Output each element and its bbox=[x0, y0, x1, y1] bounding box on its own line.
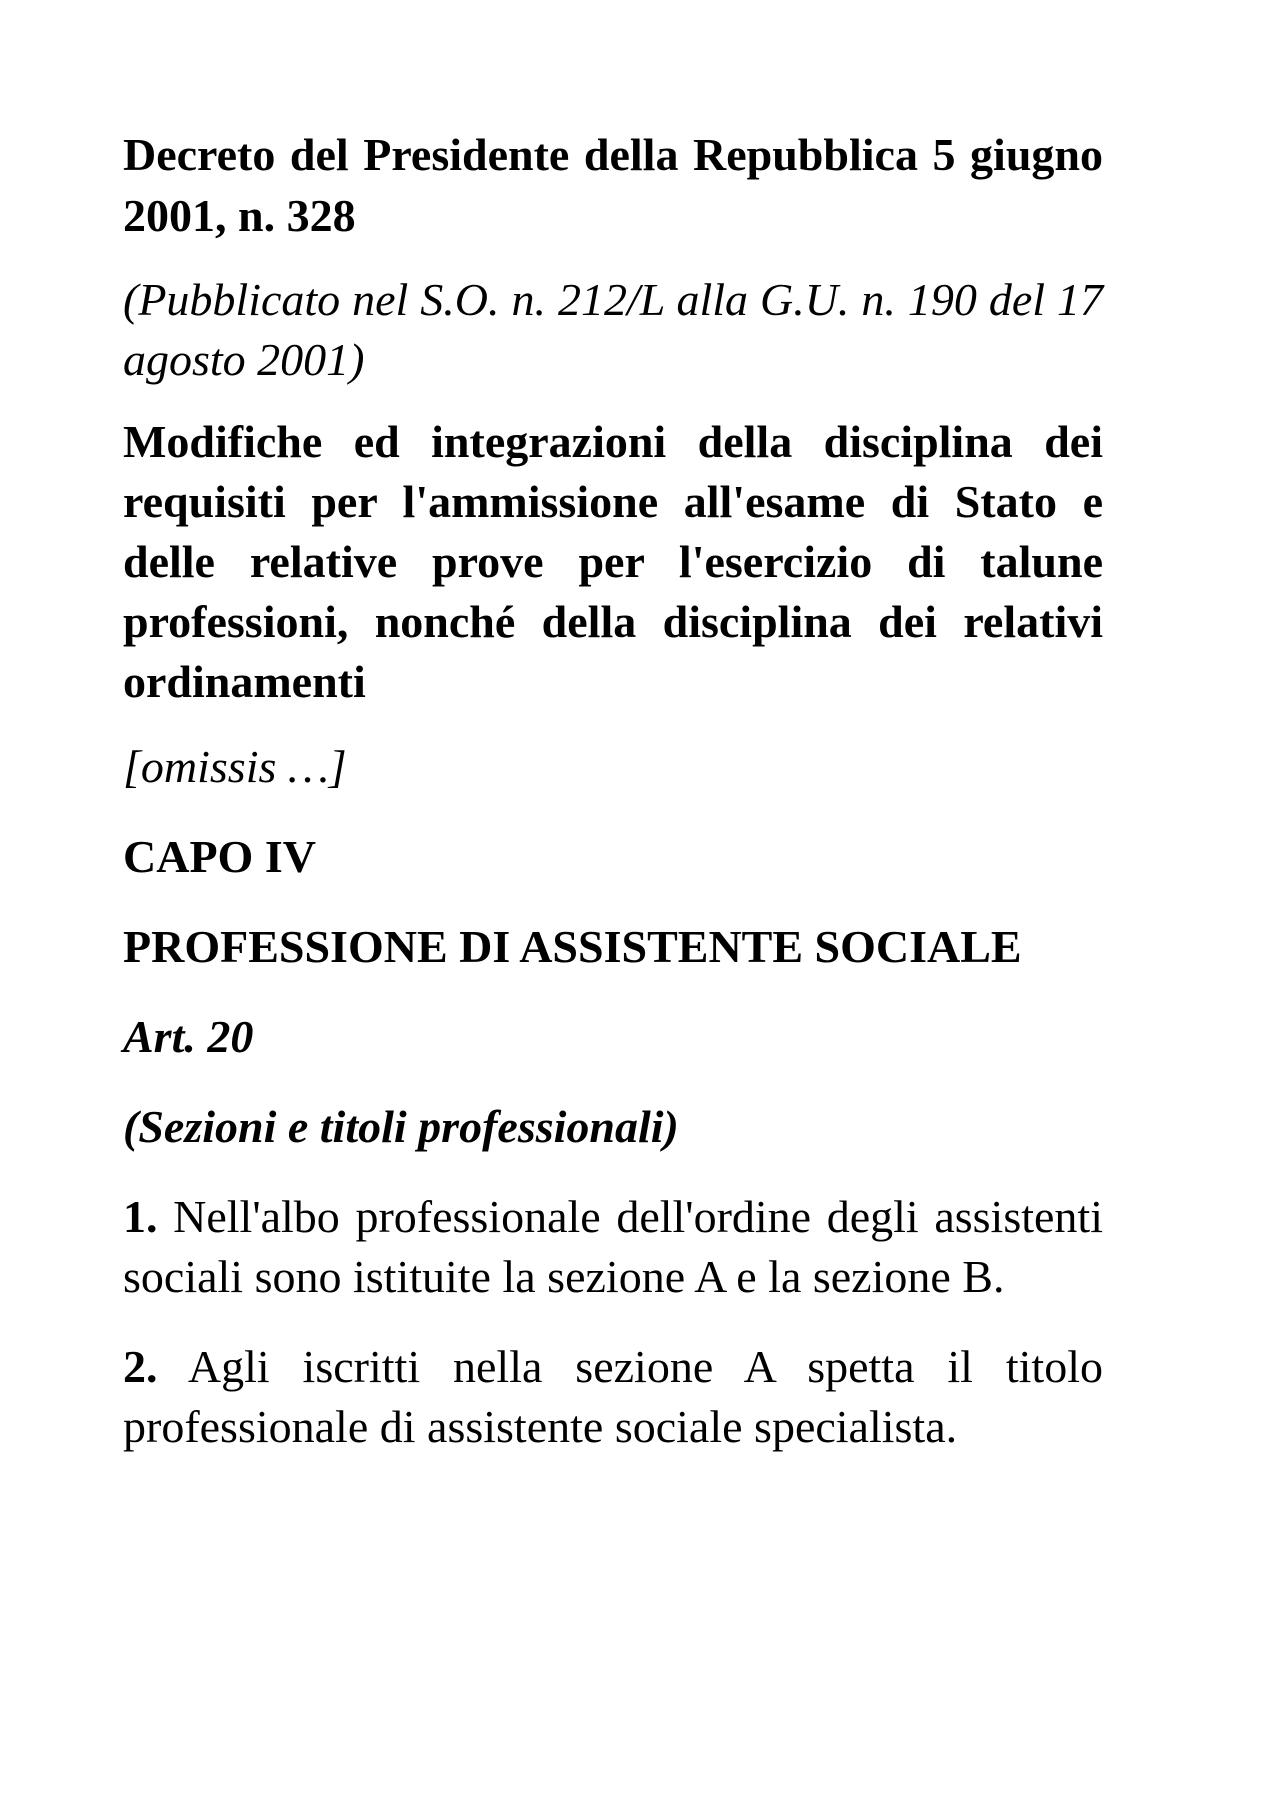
paragraph-number: 2. bbox=[123, 1341, 158, 1392]
paragraph-number: 1. bbox=[123, 1191, 158, 1242]
article-title: (Sezioni e titoli professionali) bbox=[123, 1101, 679, 1152]
chapter-heading: CAPO IV bbox=[123, 831, 316, 882]
paragraph-text: Agli iscritti nella sezione A spetta il titolo professionale di assistente sociale specialista. bbox=[123, 1341, 1103, 1452]
article-heading: Art. 20 bbox=[123, 1011, 254, 1062]
paragraph-text: Nell'albo professionale dell'ordine degli assistenti sociali sono istituite la sezione A e la sezione B. bbox=[123, 1191, 1103, 1302]
decree-subject: Modifiche ed integrazioni della disciplina dei requisiti per l'ammissione all'esame di Stato e delle relative prove per l'esercizio di talune professioni, nonché della disciplina dei relativi ordinamenti bbox=[123, 416, 1103, 707]
document-page bbox=[123, 124, 1103, 1457]
omissis-note: [omissis …] bbox=[123, 741, 347, 792]
chapter-title: PROFESSIONE DI ASSISTENTE SOCIALE bbox=[123, 921, 1022, 972]
paragraph-2 bbox=[123, 1337, 1103, 1457]
decree-title: Decreto del Presidente della Repubblica 5 giugno 2001, n. 328 bbox=[123, 129, 1103, 241]
paragraph-1 bbox=[123, 1187, 1103, 1307]
publication-note: (Pubblicato nel S.O. n. 212/L alla G.U. n. 190 del 17 agosto 2001) bbox=[123, 274, 1103, 385]
